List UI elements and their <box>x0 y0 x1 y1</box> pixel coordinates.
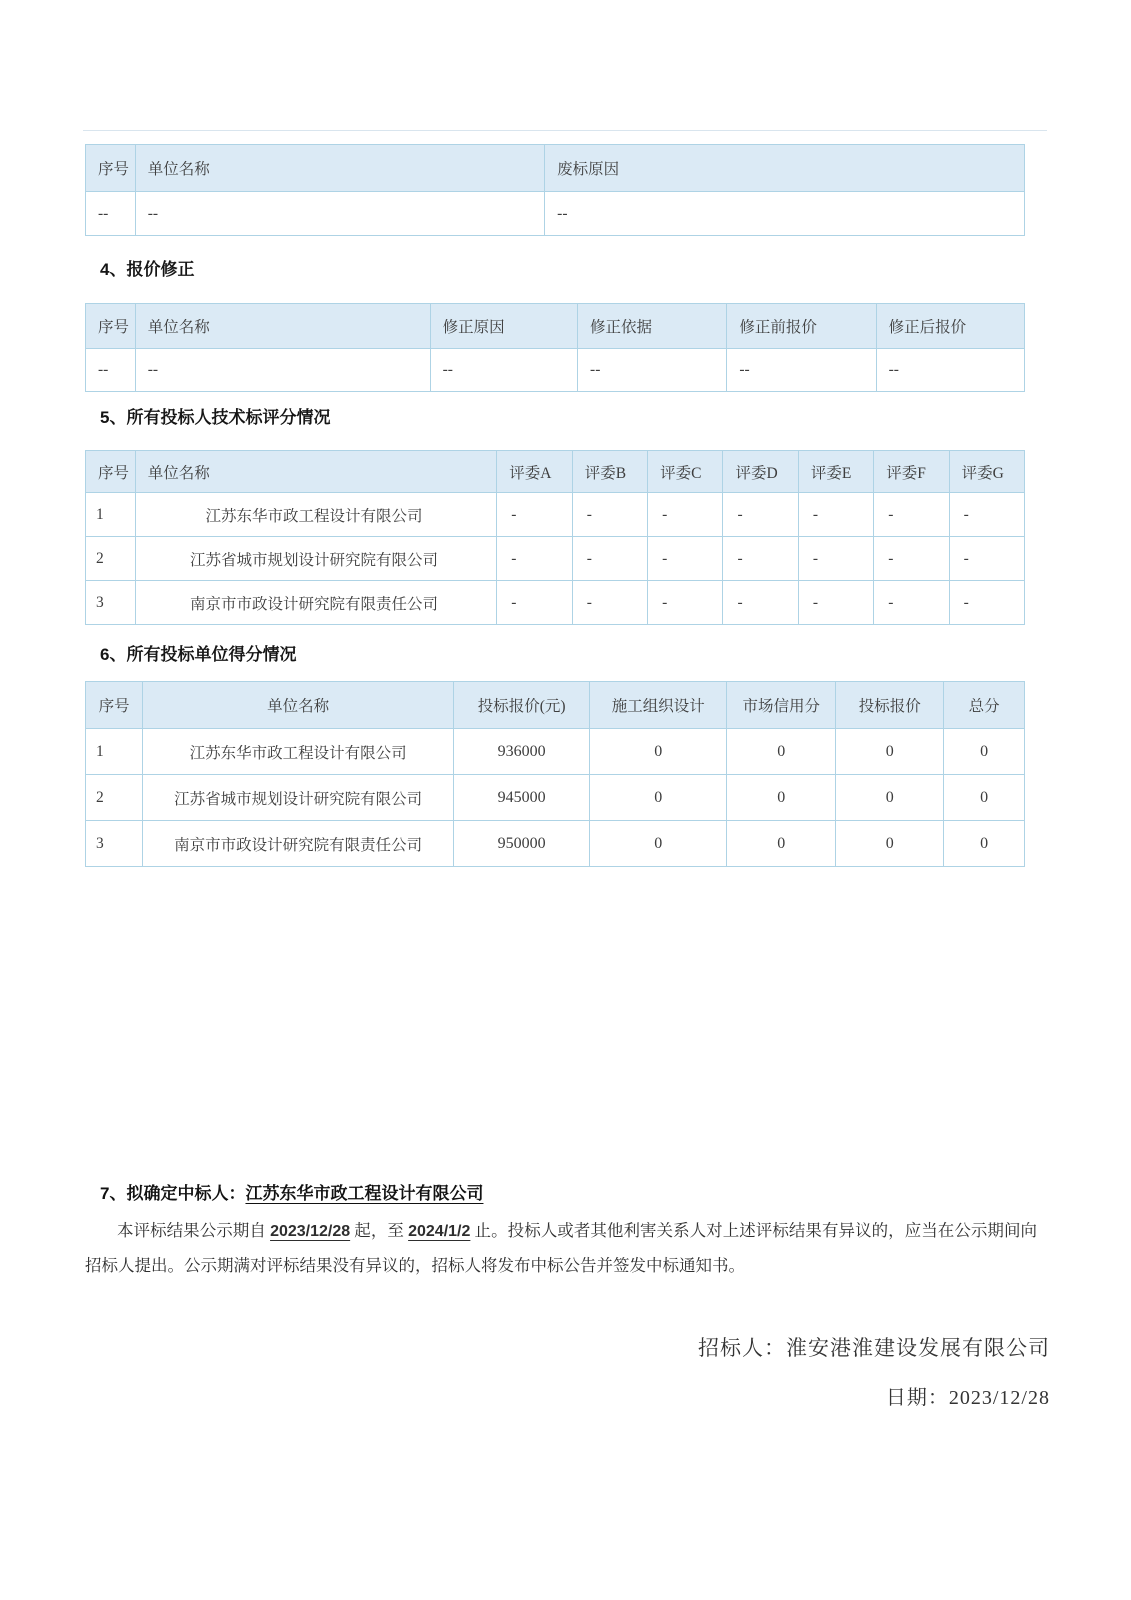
table-cell: - <box>949 537 1024 581</box>
table-cell: 江苏省城市规划设计研究院有限公司 <box>143 775 454 821</box>
column-header: 评委F <box>874 451 949 493</box>
table-cell: -- <box>876 349 1024 392</box>
table-cell: -- <box>430 349 577 392</box>
column-header: 投标报价(元) <box>454 682 590 729</box>
table-cell: -- <box>135 192 544 236</box>
table-cell: - <box>497 493 572 537</box>
table-cell: 3 <box>86 821 143 867</box>
section5-title: 5、所有投标人技术标评分情况 <box>100 408 331 427</box>
tenderer-signature: 招标人：淮安港淮建设发展有限公司 <box>698 1336 1050 1360</box>
table-cell: 0 <box>590 821 727 867</box>
table-cell: 2 <box>86 775 143 821</box>
table-cell: - <box>723 493 798 537</box>
signature-date: 日期：2023/12/28 <box>885 1387 1050 1409</box>
column-header: 修正后报价 <box>876 304 1024 349</box>
table-cell: 0 <box>727 821 836 867</box>
table-cell: -- <box>727 349 876 392</box>
section7-winner-line <box>100 1179 483 1204</box>
table-cell: 江苏东华市政工程设计有限公司 <box>135 493 497 537</box>
column-header: 评委A <box>497 451 572 493</box>
table-cell: - <box>648 581 723 625</box>
column-header: 评委G <box>949 451 1024 493</box>
table-cell: 1 <box>86 493 136 537</box>
winner-name: 江苏东华市政工程设计有限公司 <box>245 1184 484 1203</box>
table-cell: 945000 <box>454 775 590 821</box>
table-cell: 2 <box>86 537 136 581</box>
table-cell: - <box>874 493 949 537</box>
column-header: 单位名称 <box>135 304 430 349</box>
column-header: 修正前报价 <box>727 304 876 349</box>
table-cell: - <box>949 493 1024 537</box>
table-cell: - <box>572 537 647 581</box>
column-header: 评委D <box>723 451 798 493</box>
winner-label: 7、拟确定中标人： <box>100 1184 246 1203</box>
column-header: 废标原因 <box>545 145 1025 192</box>
table-row <box>86 821 1025 867</box>
publicity-notice <box>85 1214 1037 1283</box>
table-cell: - <box>572 581 647 625</box>
table-cell: 江苏省城市规划设计研究院有限公司 <box>135 537 497 581</box>
table-header-row <box>86 451 1025 493</box>
table-header-row <box>86 304 1025 349</box>
column-header: 序号 <box>86 682 143 729</box>
table-cell: - <box>874 537 949 581</box>
table-cell: -- <box>86 192 136 236</box>
notice-text-lead: 本评标结果公示期自 <box>117 1221 271 1240</box>
table-cell: 0 <box>944 775 1025 821</box>
column-header: 序号 <box>86 145 136 192</box>
table-cell: - <box>572 493 647 537</box>
notice-text-tail: 止。投标人或者其他利害关系人对上述评标结果有异议的，应当在公示期间向招标人提出。公示期满对评标结果没有异议的，招标人将发布中标公告并签发中标通知书。 <box>85 1221 1038 1275</box>
column-header: 评委C <box>648 451 723 493</box>
table-header-row <box>86 682 1025 729</box>
page-divider-line <box>83 130 1047 131</box>
column-header: 单位名称 <box>135 145 544 192</box>
publicity-end-date: 2024/1/2 <box>408 1223 471 1240</box>
table-cell: 0 <box>836 821 944 867</box>
table-cell: - <box>497 581 572 625</box>
table-cell: 936000 <box>454 729 590 775</box>
table-cell: - <box>723 537 798 581</box>
table-cell: 0 <box>944 729 1025 775</box>
table-cell: 1 <box>86 729 143 775</box>
table-cell: - <box>798 537 873 581</box>
table-cell: 0 <box>590 729 727 775</box>
notice-text-mid: 起，至 <box>350 1221 409 1240</box>
total-score-table <box>85 681 1025 867</box>
table-cell: -- <box>135 349 430 392</box>
table-cell: 0 <box>944 821 1025 867</box>
table-cell: 江苏东华市政工程设计有限公司 <box>143 729 454 775</box>
table-cell: - <box>723 581 798 625</box>
table-cell: 0 <box>836 775 944 821</box>
table-cell: 3 <box>86 581 136 625</box>
technical-score-table <box>85 450 1025 625</box>
table-cell: - <box>497 537 572 581</box>
table-cell: - <box>874 581 949 625</box>
table-row <box>86 349 1025 392</box>
table-cell: 0 <box>836 729 944 775</box>
table-cell: -- <box>86 349 136 392</box>
column-header: 单位名称 <box>135 451 497 493</box>
table-cell: 0 <box>590 775 727 821</box>
table-cell: - <box>949 581 1024 625</box>
table-cell: 南京市市政设计研究院有限责任公司 <box>143 821 454 867</box>
column-header: 序号 <box>86 451 136 493</box>
table-row <box>86 192 1025 236</box>
column-header: 序号 <box>86 304 136 349</box>
table-cell: -- <box>545 192 1025 236</box>
table-cell: 0 <box>727 729 836 775</box>
column-header: 施工组织设计 <box>590 682 727 729</box>
column-header: 市场信用分 <box>727 682 836 729</box>
section6-title: 6、所有投标单位得分情况 <box>100 645 297 664</box>
table-header-row <box>86 145 1025 192</box>
table-cell: - <box>798 493 873 537</box>
column-header: 投标报价 <box>836 682 944 729</box>
column-header: 修正依据 <box>578 304 727 349</box>
column-header: 评委B <box>572 451 647 493</box>
table-row <box>86 537 1025 581</box>
table-row <box>86 775 1025 821</box>
price-correction-table <box>85 303 1025 392</box>
table-cell: - <box>648 537 723 581</box>
table-cell: - <box>648 493 723 537</box>
table-cell: 0 <box>727 775 836 821</box>
section4-title: 4、报价修正 <box>100 260 195 279</box>
table-row <box>86 729 1025 775</box>
column-header: 总分 <box>944 682 1025 729</box>
table-cell: - <box>798 581 873 625</box>
table-cell: 南京市市政设计研究院有限责任公司 <box>135 581 497 625</box>
table-row <box>86 493 1025 537</box>
table-cell: -- <box>578 349 727 392</box>
column-header: 单位名称 <box>143 682 454 729</box>
rejected-bid-table <box>85 144 1025 236</box>
publicity-start-date: 2023/12/28 <box>270 1223 351 1240</box>
table-row <box>86 581 1025 625</box>
table-cell: 950000 <box>454 821 590 867</box>
column-header: 评委E <box>798 451 873 493</box>
column-header: 修正原因 <box>430 304 577 349</box>
